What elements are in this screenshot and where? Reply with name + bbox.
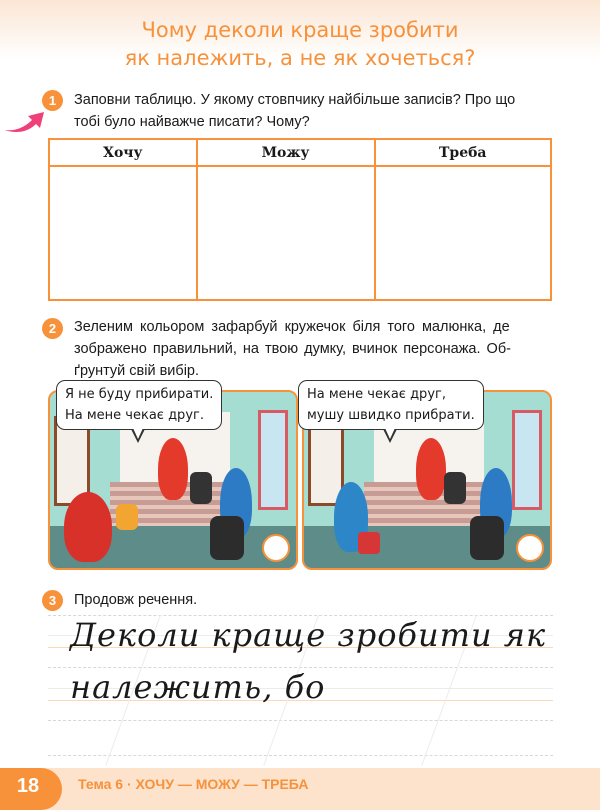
speech-bubble-2 xyxy=(298,380,484,430)
trash-bag-figure xyxy=(444,472,466,504)
task-2-line-3: ґрунтуй свій вибір. xyxy=(74,363,200,379)
cell-can[interactable] xyxy=(197,166,375,300)
page-title xyxy=(0,16,600,72)
bubble-1-line-1: Я не буду прибирати. xyxy=(65,387,214,402)
backpack-figure xyxy=(116,504,138,530)
handwriting-line-2[interactable]: належить, бо xyxy=(70,668,326,706)
task-1-line-1: Заповни таблицю. У якому стовпчику найбільше записів? Про що xyxy=(74,92,516,108)
column-header-want: Хочу xyxy=(49,139,197,166)
boy-on-stairs-figure xyxy=(158,438,188,500)
trash-bag-figure xyxy=(210,516,244,560)
bubble-tail xyxy=(131,429,145,443)
answer-circle-2[interactable] xyxy=(516,534,544,562)
task-2-text xyxy=(74,316,554,382)
task-2-line-2: зображено правильний, на твою думку, вчинок персонажа. Об- xyxy=(74,341,511,357)
window xyxy=(512,410,542,510)
boy-on-stairs-figure xyxy=(416,438,446,500)
task-3-number-badge: 3 xyxy=(42,590,63,611)
task-2-number-badge: 2 xyxy=(42,318,63,339)
title-line-1: Чому деколи краще зробити xyxy=(141,18,459,42)
cell-want[interactable] xyxy=(49,166,197,300)
running-boy-figure xyxy=(64,492,112,562)
task-1-line-2: тобі було найважче писати? Чому? xyxy=(74,114,310,130)
window xyxy=(258,410,288,510)
footer-topic: Тема 6 · ХОЧУ — МОЖУ — ТРЕБА xyxy=(78,776,309,792)
column-header-can: Можу xyxy=(197,139,375,166)
guide-line xyxy=(48,720,553,721)
column-header-must: Треба xyxy=(375,139,552,166)
speech-bubble-1 xyxy=(56,380,222,430)
guide-line xyxy=(48,755,553,756)
pointer-arrow-icon xyxy=(2,110,48,136)
title-line-2: як належить, а не як хочеться? xyxy=(124,46,476,70)
trash-bag-figure xyxy=(470,516,504,560)
bubble-2-line-1: На мене чекає друг, xyxy=(307,387,446,402)
bubble-2-line-2: мушу швидко прибрати. xyxy=(307,408,475,423)
task-2-line-1: Зеленим кольором зафарбуй кружечок біля того малюнка, де xyxy=(74,319,510,335)
bubble-1-line-2: На мене чекає друг. xyxy=(65,408,204,423)
task-1-text xyxy=(74,89,515,133)
want-can-must-table xyxy=(48,138,552,301)
handwriting-line-1: Деколи краще зробити як xyxy=(70,616,547,654)
trash-bag-figure xyxy=(190,472,212,504)
task-3-text: Продовж речення. xyxy=(74,592,198,608)
bubble-tail xyxy=(383,429,397,443)
task-1-number-badge: 1 xyxy=(42,90,63,111)
cell-must[interactable] xyxy=(375,166,552,300)
answer-circle-1[interactable] xyxy=(262,534,290,562)
page-number: 18 xyxy=(0,768,62,810)
bucket-figure xyxy=(358,532,380,554)
page-footer xyxy=(0,768,600,810)
